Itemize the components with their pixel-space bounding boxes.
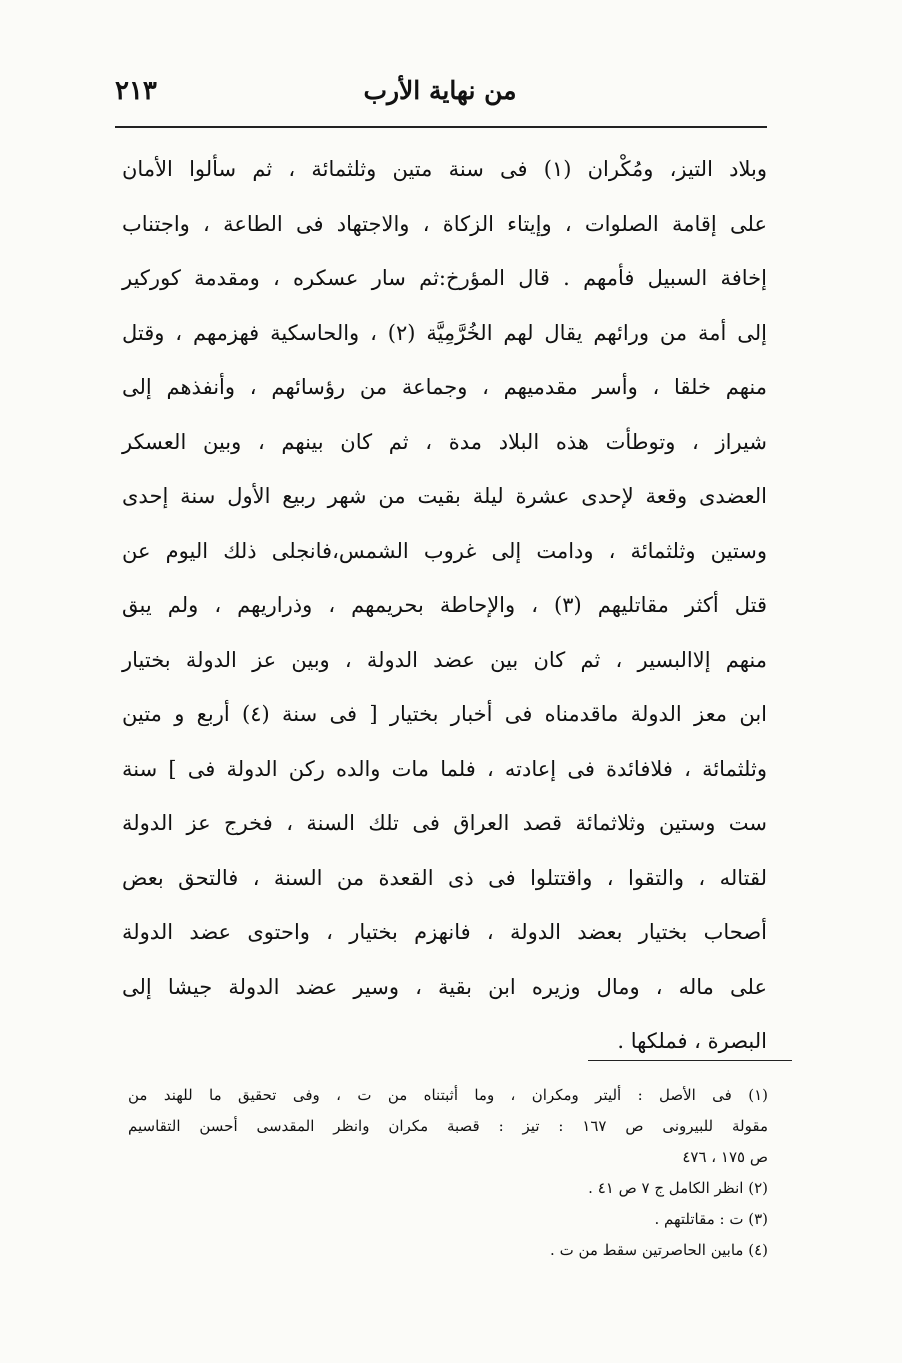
text-line: العضدى وقعة لإحدى عشرة ليلة بقيت من شهر ربيع الأول سنة إحدى xyxy=(122,484,767,508)
footnote-3: (٣) ت : مقاتلتهم . xyxy=(654,1210,768,1228)
text-line: منهم إلاالبسير ، ثم كان بين عضد الدولة ، وبين عز الدولة بختيار xyxy=(122,647,767,672)
text-line: إلى أمة من ورائهم يقال لهم الخُرَّمِيَّة (٢) ، والحاسكية فهزمهم ، وقتل xyxy=(122,320,767,345)
text-line: وثلثمائة ، فلافائدة فى إعادته ، فلما مات والده ركن الدولة فى ] سنة xyxy=(122,756,767,781)
footnotes xyxy=(128,1080,768,1266)
text-line: ست وستين وثلاثمائة قصد العراق فى تلك السنة ، فخرج عز الدولة xyxy=(122,811,767,835)
text-line: على إقامة الصلوات ، وإيتاء الزكاة ، والاجتهاد فى الطاعة ، واجتناب xyxy=(122,211,767,236)
footnote-1-line-3: ص ١٧٥ ، ٤٧٦ xyxy=(682,1148,768,1166)
text-line: على ماله ، ومال وزيره ابن بقية ، وسير عضد الدولة جيشا إلى xyxy=(122,974,767,999)
text-line: قتل أكثر مقاتليهم (٣) ، والإحاطة بحريمهم ، وذراريهم ، ولم يبق xyxy=(122,593,767,617)
text-line: شيراز ، وتوطأت هذه البلاد مدة ، ثم كان بينهم ، وبين العسكر xyxy=(122,429,767,454)
footnote-2: (٢) انظر الكامل ج ٧ ص ٤١ . xyxy=(588,1179,768,1197)
text-line: إخافة السبيل فأمهم . قال المؤرخ:ثم سار عسكره ، ومقدمة كوركير xyxy=(122,266,767,290)
footnote-rule xyxy=(588,1060,792,1061)
text-line: ابن معز الدولة ماقدمناه فى أخبار بختيار [ فى سنة (٤) أربع و متين xyxy=(122,702,768,726)
header-title: من نهاية الأرب xyxy=(363,76,517,105)
text-line: وبلاد التيز، ومُكْران (١) فى سنة متين وثلثمائة ، ثم سألوا الأمان xyxy=(122,157,767,181)
text-line: منهم خلقا ، وأسر مقدميهم ، وجماعة من رؤسائهم ، وأنفذهم إلى xyxy=(122,375,767,399)
text-line: لقتاله ، والتقوا ، واقتتلوا فى ذى القعدة من السنة ، فالتحق بعض xyxy=(122,865,767,890)
text-line-last: البصرة ، فملكها . xyxy=(617,1029,767,1053)
running-header xyxy=(115,74,765,118)
footnote-4: (٤) مابين الحاصرتين سقط من ت . xyxy=(550,1241,768,1259)
header-rule xyxy=(115,126,767,128)
footnote-1-line-1: (١) فى الأصل : أليتر ومكران ، وما أثبتناه من ت ، وفى تحقيق ما للهند من xyxy=(128,1086,768,1104)
text-line: أصحاب بختيار بعضد الدولة ، فانهزم بختيار ، واحتوى عضد الدولة xyxy=(122,920,767,944)
page-number: ٢١٣ xyxy=(115,76,157,106)
text-line: وستين وثلثمائة ، ودامت إلى غروب الشمس،فانجلى ذلك اليوم عن xyxy=(122,538,767,563)
main-text xyxy=(122,142,767,1069)
footnote-1-line-2: مقولة للبيرونى ص ١٦٧ : تيز : قصبة مكران وانظر المقدسى أحسن التقاسيم xyxy=(128,1117,768,1135)
